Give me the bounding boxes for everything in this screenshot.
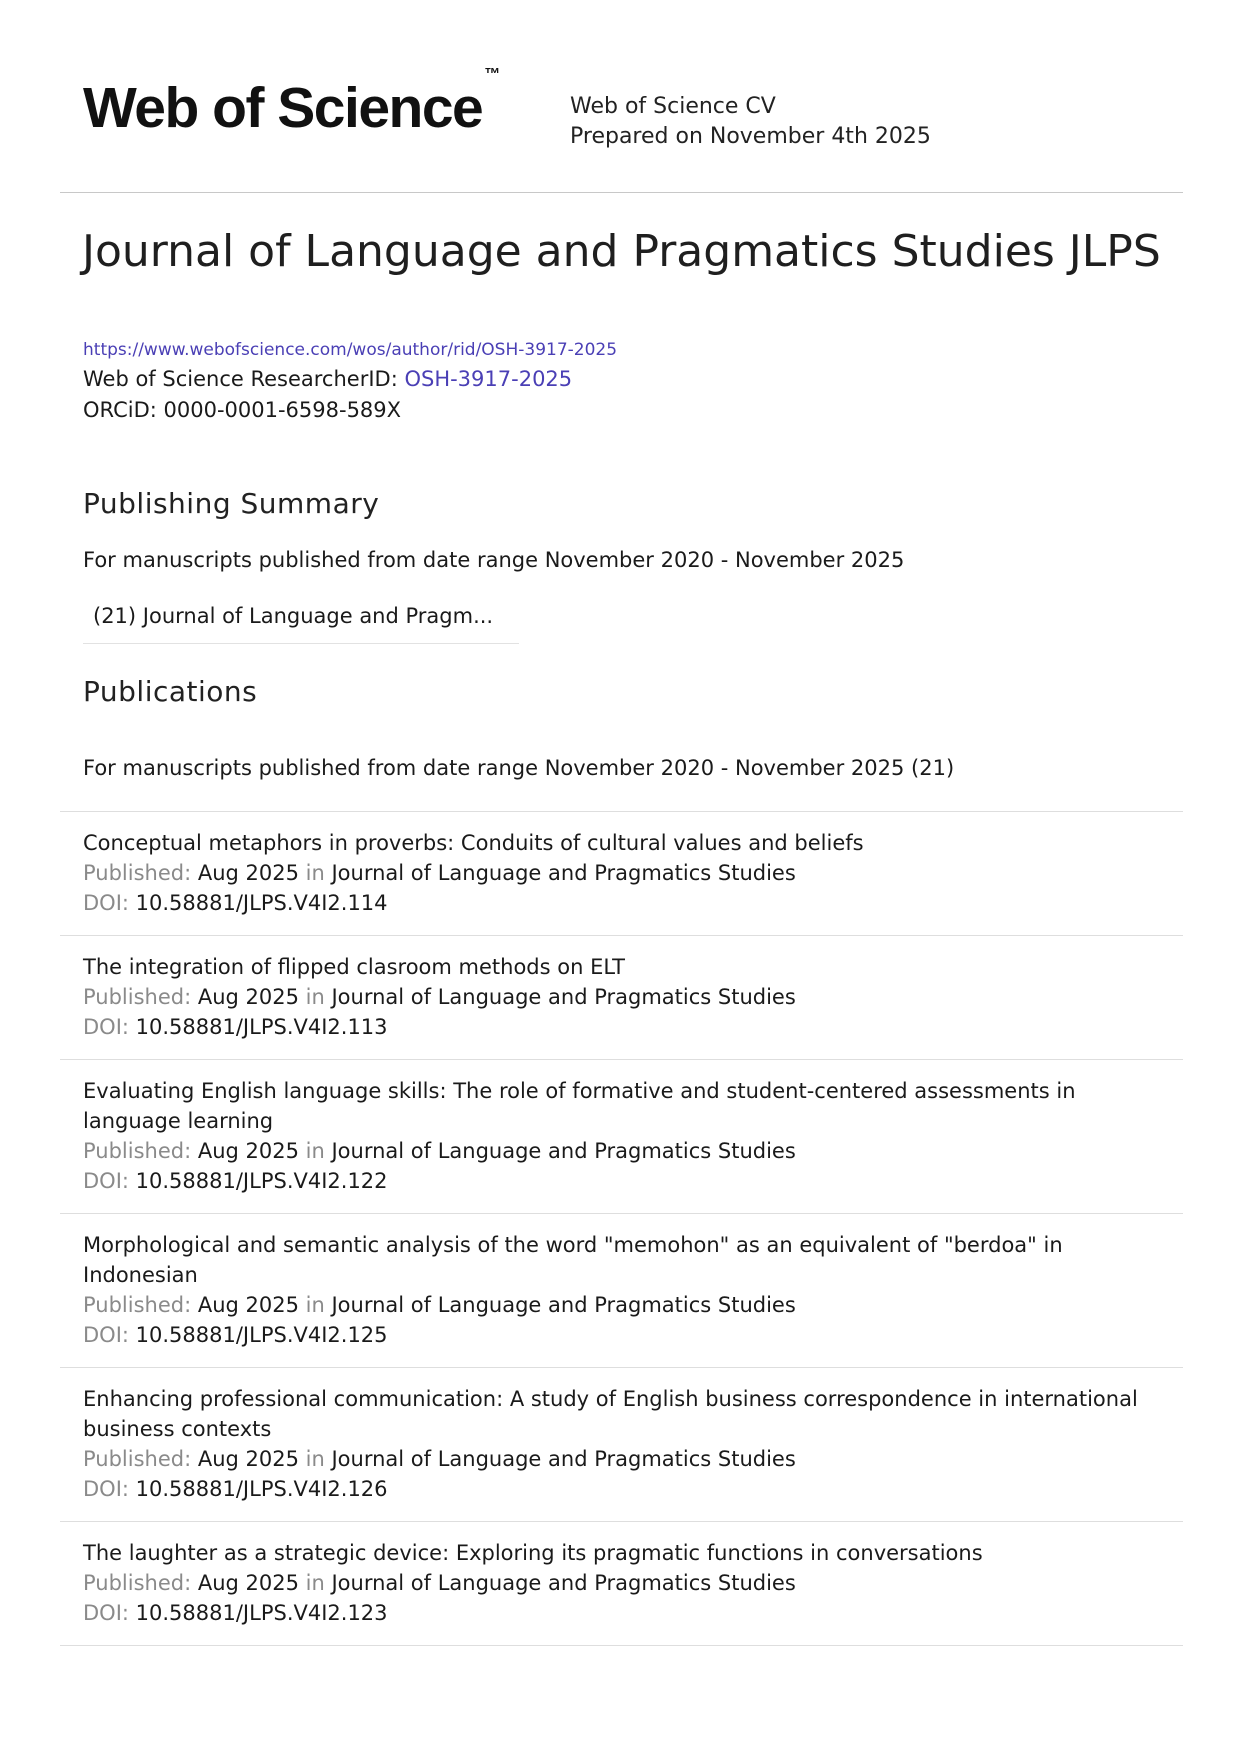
publication-journal: Journal of Language and Pragmatics Studies <box>331 1571 796 1595</box>
published-label: Published: <box>83 1447 198 1471</box>
prepared-date: Prepared on November 4th 2025 <box>570 124 931 149</box>
publication-doi: 10.58881/JLPS.V4I2.123 <box>135 1601 388 1625</box>
divider <box>60 1521 1183 1522</box>
published-label: Published: <box>83 861 198 885</box>
in-label: in <box>298 1447 332 1471</box>
web-of-science-logo <box>83 66 501 140</box>
publication-title[interactable]: The laughter as a strategic device: Exploring its pragmatic functions in conversations <box>83 1541 983 1565</box>
page-title: Journal of Language and Pragmatics Studies JLPS <box>82 226 1161 277</box>
in-label: in <box>298 1293 332 1317</box>
publication-journal: Journal of Language and Pragmatics Studies <box>331 861 796 885</box>
divider <box>60 1645 1183 1646</box>
cv-meta <box>570 92 931 152</box>
orcid-line <box>83 398 401 422</box>
publication-doi: 10.58881/JLPS.V4I2.125 <box>135 1323 388 1347</box>
publication-title[interactable]: Enhancing professional communication: A study of English business correspondence in international business contexts <box>83 1387 1138 1441</box>
publication-item <box>83 1076 1163 1196</box>
publication-item <box>83 952 1163 1042</box>
divider <box>60 811 1183 812</box>
divider <box>60 1213 1183 1214</box>
publication-doi: 10.58881/JLPS.V4I2.122 <box>135 1169 388 1193</box>
trademark-symbol: ™ <box>484 66 501 83</box>
publication-journal: Journal of Language and Pragmatics Studies <box>331 985 796 1009</box>
publications-heading: Publications <box>83 675 258 708</box>
publishing-summary-heading: Publishing Summary <box>83 487 380 520</box>
publication-item <box>83 1230 1163 1350</box>
orcid-label: ORCiD: <box>83 398 164 422</box>
publication-title[interactable]: The integration of flipped clasroom methods on ELT <box>83 955 625 979</box>
publication-date: Aug 2025 <box>197 985 299 1009</box>
publication-title[interactable]: Morphological and semantic analysis of the word "memohon" as an equivalent of "berdoa" in Indonesian <box>83 1233 1063 1287</box>
publication-journal: Journal of Language and Pragmatics Studies <box>331 1447 796 1471</box>
summary-range-text: For manuscripts published from date range November 2020 - November 2025 <box>83 548 905 572</box>
publication-title[interactable]: Conceptual metaphors in proverbs: Conduits of cultural values and beliefs <box>83 831 864 855</box>
in-label: in <box>298 1571 332 1595</box>
doi-label: DOI: <box>83 1477 136 1501</box>
publication-doi: 10.58881/JLPS.V4I2.114 <box>135 891 388 915</box>
published-label: Published: <box>83 1139 198 1163</box>
researcher-id-link[interactable]: OSH-3917-2025 <box>404 367 573 391</box>
in-label: in <box>298 861 332 885</box>
logo-text: Web of Science <box>83 76 483 140</box>
journal-chip[interactable]: (21) Journal of Language and Pragm... <box>83 604 519 644</box>
doi-label: DOI: <box>83 1323 136 1347</box>
header-divider <box>60 192 1183 193</box>
publication-item <box>83 1384 1163 1504</box>
orcid-value: 0000-0001-6598-589X <box>163 398 402 422</box>
publications-range-text: For manuscripts published from date range November 2020 - November 2025 (21) <box>83 756 955 780</box>
doi-label: DOI: <box>83 891 136 915</box>
publication-title[interactable]: Evaluating English language skills: The role of formative and student-centered assessments in language learning <box>83 1079 1076 1133</box>
publication-doi: 10.58881/JLPS.V4I2.113 <box>135 1015 388 1039</box>
researcher-id-line <box>83 367 572 391</box>
in-label: in <box>298 985 332 1009</box>
publication-item <box>83 1538 1163 1628</box>
published-label: Published: <box>83 1293 198 1317</box>
published-label: Published: <box>83 1571 198 1595</box>
publication-date: Aug 2025 <box>197 1139 299 1163</box>
publication-journal: Journal of Language and Pragmatics Studies <box>331 1139 796 1163</box>
publication-date: Aug 2025 <box>197 861 299 885</box>
doi-label: DOI: <box>83 1169 136 1193</box>
researcher-id-label: Web of Science ResearcherID: <box>83 367 405 391</box>
publication-date: Aug 2025 <box>197 1447 299 1471</box>
publication-date: Aug 2025 <box>197 1571 299 1595</box>
in-label: in <box>298 1139 332 1163</box>
divider <box>60 1367 1183 1368</box>
publication-item <box>83 828 1163 918</box>
published-label: Published: <box>83 985 198 1009</box>
publication-doi: 10.58881/JLPS.V4I2.126 <box>135 1477 388 1501</box>
divider <box>60 935 1183 936</box>
cv-label: Web of Science CV <box>570 94 776 119</box>
profile-url-link[interactable]: https://www.webofscience.com/wos/author/rid/OSH-3917-2025 <box>83 340 618 360</box>
doi-label: DOI: <box>83 1015 136 1039</box>
publication-journal: Journal of Language and Pragmatics Studies <box>331 1293 796 1317</box>
divider <box>60 1059 1183 1060</box>
doi-label: DOI: <box>83 1601 136 1625</box>
publication-date: Aug 2025 <box>197 1293 299 1317</box>
